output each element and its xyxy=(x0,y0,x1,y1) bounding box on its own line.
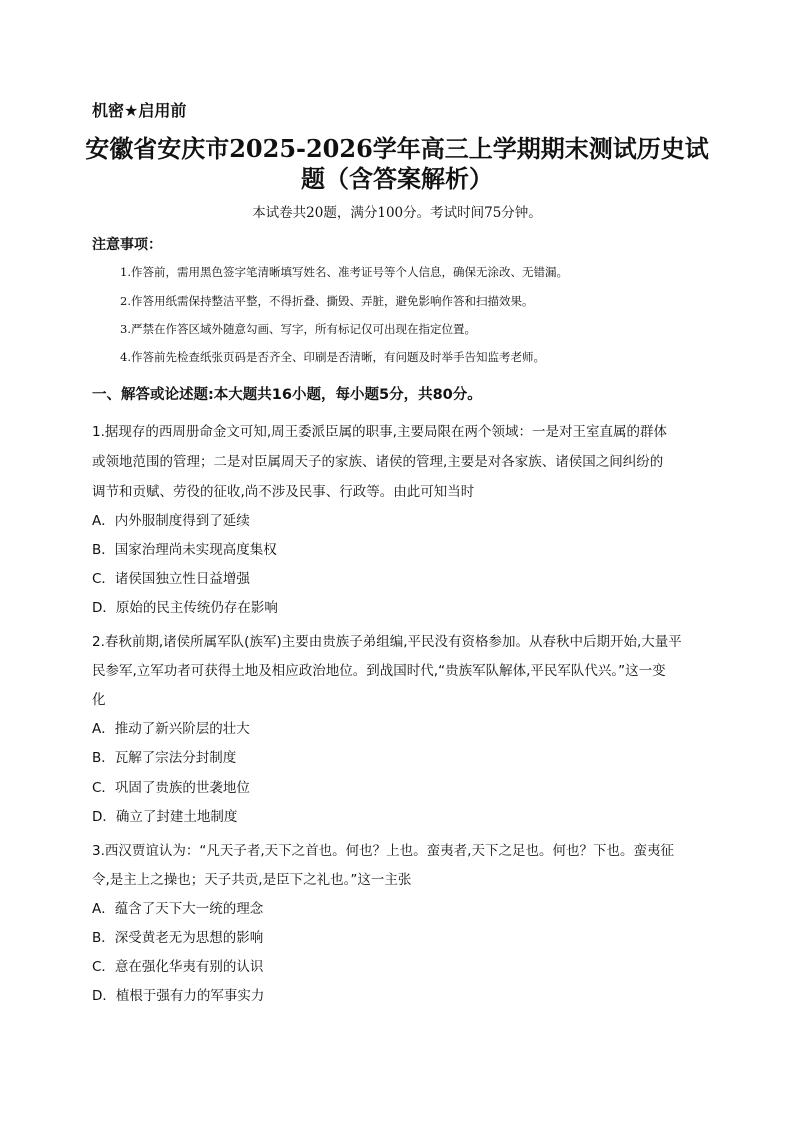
question-2-option-c: C．巩固了贵族的世袭地位 xyxy=(92,780,250,796)
question-1-option-c: C．诸侯国独立性日益增强 xyxy=(92,571,250,587)
question-1-option-b: B．国家治理尚未实现高度集权 xyxy=(92,542,277,558)
exam-title-line-1: 安徽省安庆市2025-2026学年高三上学期期末测试历史试 xyxy=(85,134,709,163)
question-1-option-a: A．内外服制度得到了延续 xyxy=(92,513,250,529)
confidential-label: 机密★启用前 xyxy=(92,101,187,120)
exam-info: 本试卷共20题，满分100分。考试时间75分钟。 xyxy=(252,205,542,221)
question-2-option-a: A．推动了新兴阶层的壮大 xyxy=(92,721,250,737)
question-1-stem-line: 调节和贡赋、劳役的征收,尚不涉及民事、行政等。由此可知当时 xyxy=(92,484,475,500)
section-heading: 一、解答或论述题:本大题共16小题，每小题5分，共80分。 xyxy=(92,387,482,403)
question-3-stem-line: 令,是主上之操也；天子共贡,是臣下之礼也。”这一主张 xyxy=(92,872,412,888)
question-3-option-a: A．蕴含了天下大一统的理念 xyxy=(92,901,264,917)
question-3-option-b: B．深受黄老无为思想的影响 xyxy=(92,930,264,946)
notice-item: 4.作答前先检查纸张页码是否齐全、印刷是否清晰，有问题及时举手告知监考老师。 xyxy=(120,350,545,364)
notice-item: 3.严禁在作答区域外随意勾画、写字，所有标记仅可出现在指定位置。 xyxy=(120,322,476,336)
question-3-option-d: D．植根于强有力的军事实力 xyxy=(92,988,265,1004)
question-2-stem-line: 化 xyxy=(92,692,106,708)
notice-heading: 注意事项： xyxy=(92,237,162,253)
question-3-option-c: C．意在强化华夷有别的认识 xyxy=(92,959,264,975)
question-1-option-d: D．原始的民主传统仍存在影响 xyxy=(92,600,278,616)
exam-title xyxy=(80,134,714,194)
question-1-stem-line: 或领地范围的管理；二是对臣属周天子的家族、诸侯的管理,主要是对各家族、诸侯国之间纠纷的 xyxy=(92,454,664,470)
notice-item: 1.作答前，需用黑色签字笔清晰填写姓名、准考证号等个人信息，确保无涂改、无错漏。 xyxy=(120,265,568,279)
question-1-stem-line: 1.据现存的西周册命金文可知,周王委派臣属的职事,主要局限在两个领域：一是对王室直属的群体 xyxy=(92,424,667,440)
exam-title-line-2: 题（含答案解析） xyxy=(301,164,493,193)
question-3-stem-line: 3.西汉贾谊认为：“凡天子者,天下之首也。何也？上也。蛮夷者,天下之足也。何也？下也。蛮夷征 xyxy=(92,843,674,859)
question-2-stem-line: 2.春秋前期,诸侯所属军队(族军)主要由贵族子弟组编,平民没有资格参加。从春秋中后期开始,大量平 xyxy=(92,634,682,650)
question-2-option-d: D．确立了封建土地制度 xyxy=(92,809,238,825)
notice-item: 2.作答用纸需保持整洁平整，不得折叠、撕毁、弄脏，避免影响作答和扫描效果。 xyxy=(120,294,534,308)
question-2-option-b: B．瓦解了宗法分封制度 xyxy=(92,750,237,766)
question-2-stem-line: 民参军,立军功者可获得土地及相应政治地位。到战国时代,“贵族军队解体,平民军队代兴。”这一变 xyxy=(92,663,666,679)
